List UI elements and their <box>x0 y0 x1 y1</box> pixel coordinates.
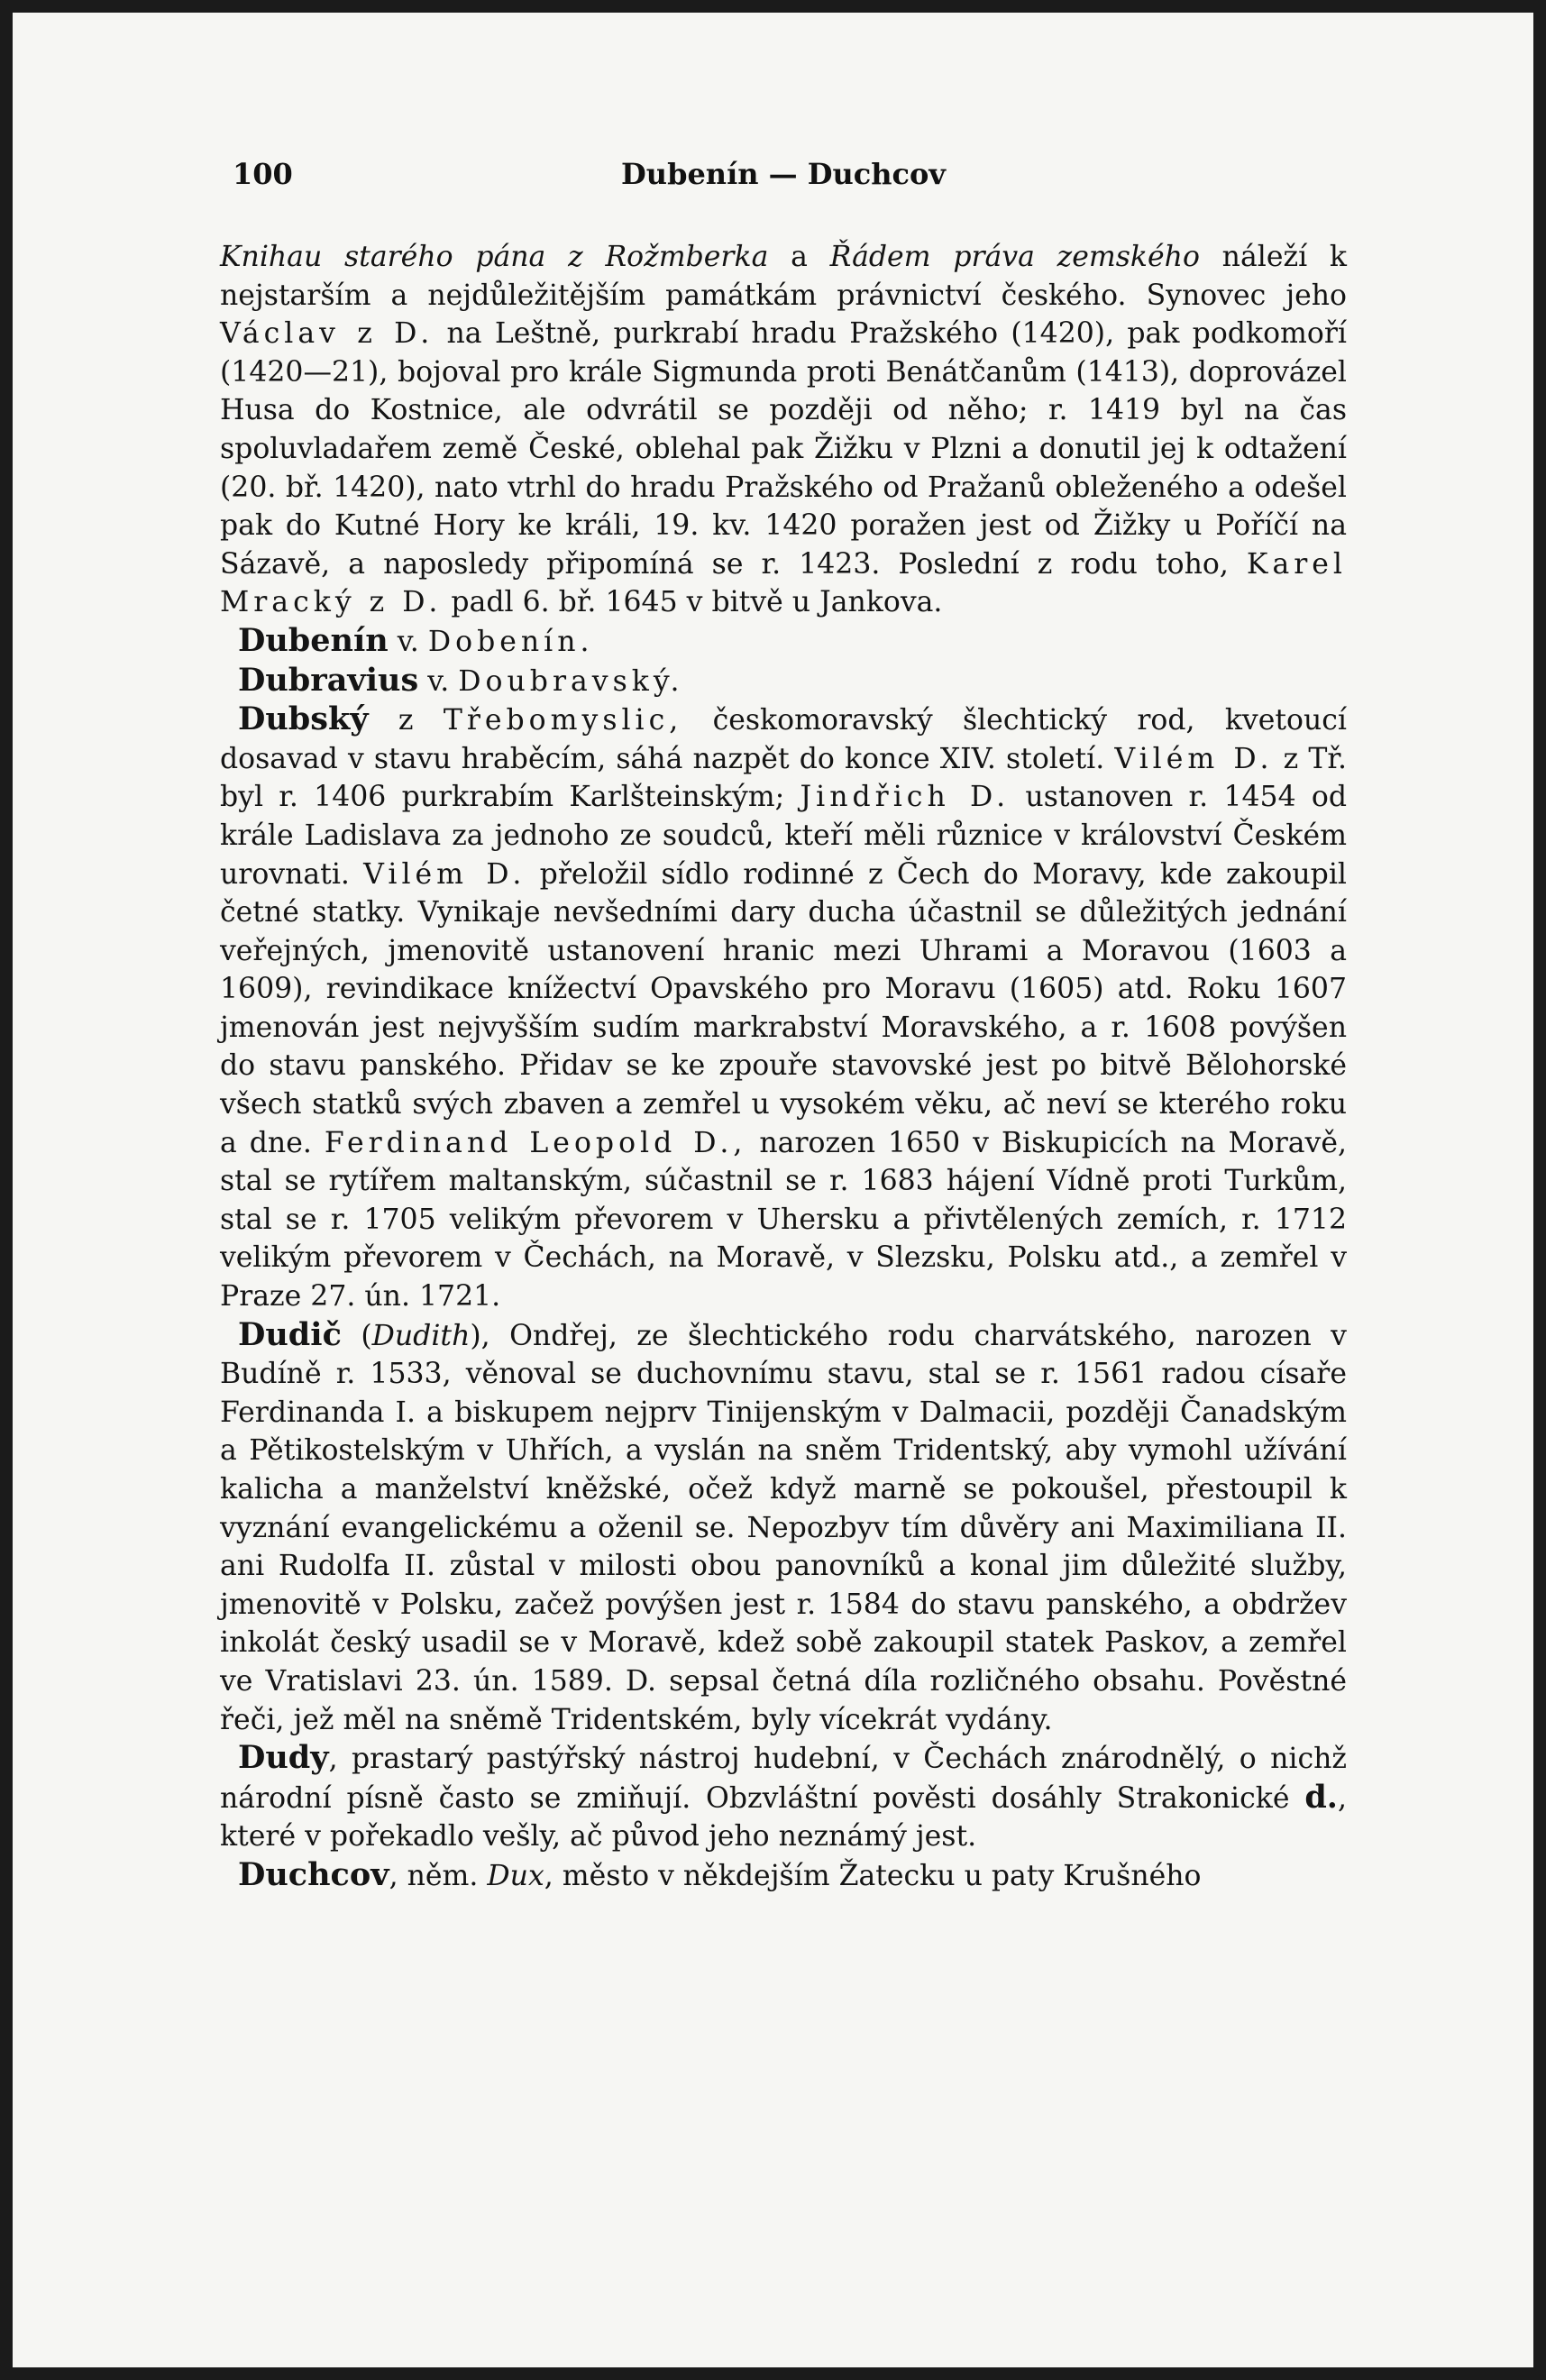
headword: Dubenín <box>238 621 389 659</box>
text-run: z Tř. byl r. 1406 purkrabím Karlšteinským; <box>220 742 1348 814</box>
spaced-name: Vilém D. <box>363 857 526 891</box>
entry-dubenin <box>220 622 1347 662</box>
headword: Dudič <box>238 1315 342 1353</box>
entry-dubsky <box>220 700 1347 1316</box>
spaced-name: Václav z D. <box>220 317 435 351</box>
running-title: Dubenín — Duchcov <box>621 157 946 191</box>
italic-text: Dudith <box>371 1319 471 1352</box>
spaced-name: Jindřich D. <box>800 781 1011 814</box>
text-run: z <box>368 704 444 737</box>
headword: Dubský <box>238 700 369 738</box>
text-run: , město v někdejším Žatecku u paty Krušného <box>544 1859 1202 1892</box>
spaced-name: Vilém D. <box>1114 742 1274 775</box>
text-run: ustanoven r. 1454 od krále Ladislava za jednoho ze soudců, kteří měli různice v království Českém urovnati. <box>220 781 1348 891</box>
text-run: v. <box>388 625 428 658</box>
italic-text: Řádem práva zemského <box>829 241 1200 273</box>
text-run: narozen 1650 v Biskupicích na Moravě, stal se rytířem maltanským, súčastnil se r. 1683 hájení Vídně proti Turkům, stal se r. 1705 velikým převorem v Uhersku a přivtělených zemích, r. 1712 velikým převorem v Čechách, na Moravě, v Slezsku, Polsku atd., a zemřel v Praze 27. ún. 1721. <box>220 1126 1347 1314</box>
text-run: a <box>768 241 830 273</box>
text-run: ), Ondřej, ze šlechtického rodu charvátského, narozen v Budíně r. 1533, věnoval se duchovnímu stavu, stal se r. 1561 radou císaře Ferdinanda I. a biskupem nejprv Tinijenským v Dalmacii, později Čanadským a Pětikostelským v Uhřích, a vyslán na sněm Tridentský, aby vymohl užívání kalicha a manželství kněžské, očež když marně se pokoušel, přestoupil k vyznání evangelickému a oženil se. Nepozbyv tím důvěry ani Maximiliana II. ani Rudolfa II. zůstal v milosti obou panovníků a konal jim důležité služby, jmenovitě v Polsku, začež povýšen jest r. 1584 do stavu panského, a obdržev inkolát český usadil se v Moravě, kdež sobě zakoupil statek Paskov, a zemřel ve Vratislavi 23. ún. 1589. D. sepsal četná díla rozličného obsahu. Pověstné řeči, jež měl na sněmě Tridentském, byly vícekrát vydány. <box>220 1319 1347 1736</box>
headword: d. <box>1304 1778 1338 1816</box>
continued-paragraph <box>220 238 1347 622</box>
page-number: 100 <box>233 157 293 191</box>
headword: Dubravius <box>238 661 419 699</box>
scanned-page <box>13 13 1533 2367</box>
text-run: v. <box>418 664 459 698</box>
text-run: přeložil sídlo rodinné z Čech do Moravy, kde zakoupil četné statky. Vynikaje nevšedními dary ducha účastnil se důležitých jednání veřejných, jmenovitě ustanovení hranic mezi Uhrami a Moravou (1603 a 1609), revindikace knížectví Opavského pro Moravu (1605) atd. Roku 1607 jmenován jest nejvyšším sudím markrabství Moravského, a r. 1608 povýšen do stavu panského. Přidav se ke zpouře stavovské jest po bitvě Bělohorské všech statků svých zbaven a zemřel u vysokém věku, ač neví se kterého roku a dne. <box>220 857 1347 1159</box>
spaced-name: Ferdinand Leopold D., <box>324 1126 747 1159</box>
italic-text: Dux <box>487 1859 544 1892</box>
entry-dudy <box>220 1739 1347 1856</box>
spaced-name: Karel Mracký z D. <box>220 547 1347 619</box>
spaced-name: Třebomyslic, <box>443 704 683 737</box>
headword: Duchcov <box>238 1855 389 1893</box>
text-run: náleží k nejstarším a nejdůležitějším památkám právnictví českého. Synovec jeho <box>220 241 1347 312</box>
italic-text: Knihau starého pána z Rožmberka <box>220 241 769 273</box>
text-run: ( <box>341 1319 372 1352</box>
text-run: , prastarý pastýřský nástroj hudební, v Čechách znárodnělý, o nichž národní písně často se zmiňují. Obzvláštní pověsti dosáhly Strakonické <box>220 1743 1347 1815</box>
article-body <box>220 238 1347 1896</box>
entry-dubravius <box>220 662 1347 701</box>
entry-duchcov <box>220 1856 1347 1896</box>
spaced-name: Doubravský. <box>458 664 684 698</box>
page-header <box>220 157 1347 202</box>
text-run: , něm. <box>389 1859 488 1892</box>
text-run: , které v pořekadlo vešly, ač původ jeho neznámý jest. <box>220 1781 1347 1854</box>
entry-dudic <box>220 1316 1347 1740</box>
text-run: na Leštně, purkrabí hradu Pražského (1420), pak podkomoří (1420—21), bojoval pro krále Sigmunda proti Benátčanům (1413), doprovázel Husa do Kostnice, ale odvrátil se později od něho; r. 1419 byl na čas spoluvladařem země České, oblehal pak Žižku v Plzni a donutil jej k odtažení (20. bř. 1420), nato vtrhl do hradu Pražského od Pražanů obleženého a odešel pak do Kutné Hory ke králi, 19. kv. 1420 poražen jest od Žižky u Poříčí na Sázavě, a naposledy připomíná se r. 1423. Poslední z rodu toho, <box>220 317 1347 581</box>
text-run: českomoravský šlechtický rod, kvetoucí dosavad v stavu hraběcím, sáhá nazpět do konce XIV. století. <box>220 704 1347 775</box>
spaced-name: Dobenín. <box>427 625 594 658</box>
headword: Dudy <box>238 1739 329 1777</box>
text-run: padl 6. bř. 1645 v bitvě u Jankova. <box>442 586 943 619</box>
